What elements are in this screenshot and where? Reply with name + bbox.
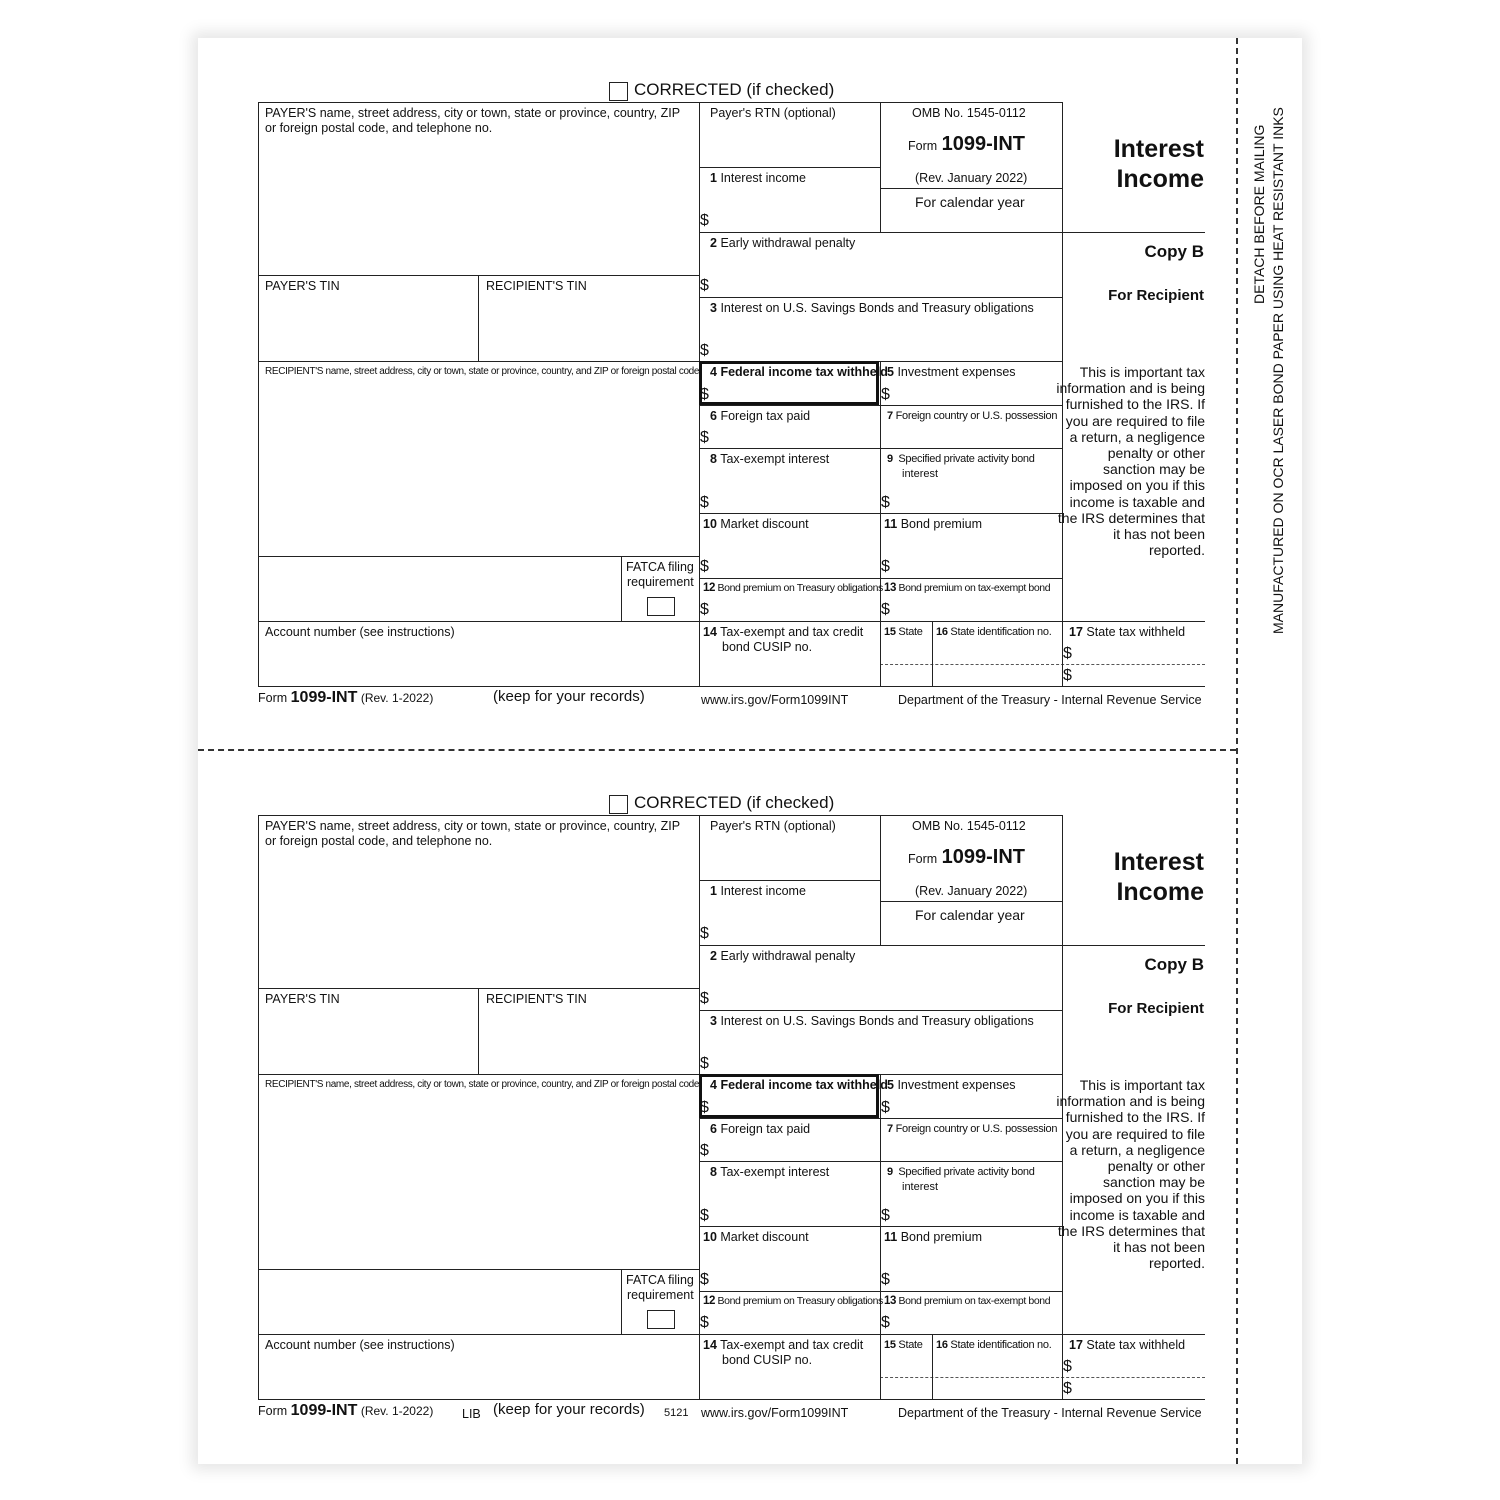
box4-label: 4 Federal income tax withheld — [710, 1078, 888, 1092]
corrected-checkbox[interactable] — [609, 82, 628, 101]
box12-label: 12 Bond premium on Treasury obligations — [703, 582, 883, 594]
box4-dollar: $ — [700, 386, 709, 403]
footer-url: www.irs.gov/Form1099INT — [701, 1406, 849, 1420]
box17-dollar-2: $ — [1063, 667, 1072, 684]
fatca-label-2: requirement — [627, 1288, 694, 1302]
footer-dept: Department of the Treasury - Internal Revenue Service — [898, 1406, 1202, 1420]
manufactured-note: MANUFACTURED ON OCR LASER BOND PAPER USING HEAT RESISTANT INKS — [1270, 107, 1286, 634]
box2-dollar: $ — [700, 990, 709, 1007]
box1-dollar: $ — [700, 212, 709, 229]
box3-dollar: $ — [700, 342, 709, 359]
box17-label: 17 State tax withheld — [1069, 1338, 1186, 1352]
box3-label: 3 Interest on U.S. Savings Bonds and Treasury obligations — [710, 1014, 1034, 1028]
box14-label-2: bond CUSIP no. — [722, 640, 813, 654]
footer-lib: LIB — [462, 1407, 481, 1421]
corrected-label: CORRECTED (if checked) — [634, 793, 835, 812]
form-id: Form 1099-INT — [908, 846, 1025, 868]
box2-label: 2 Early withdrawal penalty — [710, 236, 856, 250]
box4-dollar: $ — [700, 1099, 709, 1116]
payer-tin-label: PAYER'S TIN — [265, 279, 340, 293]
footer-url: www.irs.gov/Form1099INT — [701, 693, 849, 707]
footer-form-id: Form 1099-INT (Rev. 1-2022) — [258, 689, 434, 706]
corrected-label: CORRECTED (if checked) — [634, 80, 835, 99]
box16-label: 16 State identification no. — [936, 626, 1052, 638]
box10-label: 10 Market discount — [703, 517, 809, 531]
box17-dollar-2: $ — [1063, 1380, 1072, 1397]
box2-label: 2 Early withdrawal penalty — [710, 949, 856, 963]
box14-label-2: bond CUSIP no. — [722, 1353, 813, 1367]
fatca-label-1: FATCA filing — [626, 560, 694, 574]
box7-label: 7 Foreign country or U.S. possession — [887, 410, 1058, 422]
form-id: Form 1099-INT — [908, 133, 1025, 155]
box8-dollar: $ — [700, 1207, 709, 1224]
box8-dollar: $ — [700, 494, 709, 511]
fatca-label-2: requirement — [627, 575, 694, 589]
box6-dollar: $ — [700, 429, 709, 446]
title-interest: Interest — [1113, 848, 1204, 876]
box5-label: 5 Investment expenses — [887, 365, 1016, 379]
box8-label: 8 Tax-exempt interest — [710, 1165, 830, 1179]
box9-dollar: $ — [881, 1207, 890, 1224]
box3-label: 3 Interest on U.S. Savings Bonds and Treasury obligations — [710, 301, 1034, 315]
box9-dollar: $ — [881, 494, 890, 511]
title-income: Income — [1116, 878, 1204, 906]
box9-label: 9 Specified private activity bond — [887, 1166, 1035, 1178]
form-1099-int — [0, 713, 1500, 1421]
box17-dollar-1: $ — [1063, 1358, 1072, 1375]
box13-dollar: $ — [881, 601, 890, 618]
detach-before-mailing: DETACH BEFORE MAILING — [1251, 124, 1267, 304]
footer-form-id: Form 1099-INT (Rev. 1-2022) — [258, 1402, 434, 1419]
box1-dollar: $ — [700, 925, 709, 942]
box11-dollar: $ — [881, 1271, 890, 1288]
box8-label: 8 Tax-exempt interest — [710, 452, 830, 466]
title-income: Income — [1116, 165, 1204, 193]
payer-name-label-2: or foreign postal code, and telephone no. — [265, 121, 493, 135]
fatca-label-1: FATCA filing — [626, 1273, 694, 1287]
recipient-name-label: RECIPIENT'S name, street address, city or town, state or province, country, and ZIP or foreign postal code — [265, 1079, 700, 1090]
payer-name-label: PAYER'S name, street address, city or town, state or province, country, ZIP — [265, 819, 681, 833]
box14-label: 14 Tax-exempt and tax credit — [703, 1338, 864, 1352]
notice-text: This is important tax information and is being furnished to the IRS. If you are required to file a return, a negligence penalty or other sanction may be imposed on you if this income is taxable and the IRS determines that it has not been reported. — [1056, 1077, 1205, 1272]
box7-label: 7 Foreign country or U.S. possession — [887, 1123, 1058, 1135]
calendar-year: For calendar year — [915, 194, 1025, 210]
box5-dollar: $ — [881, 1099, 890, 1116]
box16-label: 16 State identification no. — [936, 1339, 1052, 1351]
box1-label: 1 Interest income — [710, 884, 806, 898]
payer-rtn-label: Payer's RTN (optional) — [710, 819, 836, 833]
box2-dollar: $ — [700, 277, 709, 294]
box11-label: 11 Bond premium — [884, 1230, 982, 1244]
box12-dollar: $ — [700, 1314, 709, 1331]
calendar-year: For calendar year — [915, 907, 1025, 923]
box12-dollar: $ — [700, 601, 709, 618]
box15-label: 15 State — [884, 1339, 923, 1351]
box15-label: 15 State — [884, 626, 923, 638]
recipient-tin-label: RECIPIENT'S TIN — [486, 279, 587, 293]
account-number-label: Account number (see instructions) — [265, 625, 455, 639]
box3-dollar: $ — [700, 1055, 709, 1072]
box10-dollar: $ — [700, 558, 709, 575]
box17-dollar-1: $ — [1063, 645, 1072, 662]
footer-dept: Department of the Treasury - Internal Revenue Service — [898, 693, 1202, 707]
rev-date: (Rev. January 2022) — [915, 884, 1028, 898]
corrected-checkbox[interactable] — [609, 795, 628, 814]
payer-rtn-label: Payer's RTN (optional) — [710, 106, 836, 120]
for-recipient: For Recipient — [1108, 1000, 1204, 1017]
box14-label: 14 Tax-exempt and tax credit — [703, 625, 864, 639]
payer-name-label-2: or foreign postal code, and telephone no. — [265, 834, 493, 848]
footer-keep: (keep for your records) — [493, 1401, 645, 1418]
recipient-tin-label: RECIPIENT'S TIN — [486, 992, 587, 1006]
box9-label-2: interest — [902, 468, 939, 480]
omb-number: OMB No. 1545-0112 — [912, 106, 1026, 120]
box6-label: 6 Foreign tax paid — [710, 1122, 811, 1136]
box13-label: 13 Bond premium on tax-exempt bond — [884, 1295, 1051, 1307]
box1-label: 1 Interest income — [710, 171, 806, 185]
box6-label: 6 Foreign tax paid — [710, 409, 811, 423]
omb-number: OMB No. 1545-0112 — [912, 819, 1026, 833]
box5-dollar: $ — [881, 386, 890, 403]
box13-dollar: $ — [881, 1314, 890, 1331]
box6-dollar: $ — [700, 1142, 709, 1159]
box11-label: 11 Bond premium — [884, 517, 982, 531]
for-recipient: For Recipient — [1108, 287, 1204, 304]
box13-label: 13 Bond premium on tax-exempt bond — [884, 582, 1051, 594]
title-interest: Interest — [1113, 135, 1204, 163]
recipient-name-label: RECIPIENT'S name, street address, city or town, state or province, country, and ZIP or foreign postal code — [265, 366, 700, 377]
copy-b: Copy B — [1144, 955, 1204, 974]
fatca-checkbox[interactable] — [647, 1310, 675, 1329]
footer-keep: (keep for your records) — [493, 688, 645, 705]
footer-code: 5121 — [664, 1407, 689, 1419]
box9-label-2: interest — [902, 1181, 939, 1193]
box9-label: 9 Specified private activity bond — [887, 453, 1035, 465]
box17-label: 17 State tax withheld — [1069, 625, 1186, 639]
box10-label: 10 Market discount — [703, 1230, 809, 1244]
payer-name-label: PAYER'S name, street address, city or town, state or province, country, ZIP — [265, 106, 681, 120]
form-1099-int — [0, 0, 1500, 707]
box12-label: 12 Bond premium on Treasury obligations — [703, 1295, 883, 1307]
box10-dollar: $ — [700, 1271, 709, 1288]
box11-dollar: $ — [881, 558, 890, 575]
fatca-checkbox[interactable] — [647, 597, 675, 616]
copy-b: Copy B — [1144, 242, 1204, 261]
account-number-label: Account number (see instructions) — [265, 1338, 455, 1352]
box5-label: 5 Investment expenses — [887, 1078, 1016, 1092]
notice-text: This is important tax information and is being furnished to the IRS. If you are required to file a return, a negligence penalty or other sanction may be imposed on you if this income is taxable and the IRS determines that it has not been reported. — [1056, 364, 1205, 559]
payer-tin-label: PAYER'S TIN — [265, 992, 340, 1006]
box4-label: 4 Federal income tax withheld — [710, 365, 888, 379]
rev-date: (Rev. January 2022) — [915, 171, 1028, 185]
